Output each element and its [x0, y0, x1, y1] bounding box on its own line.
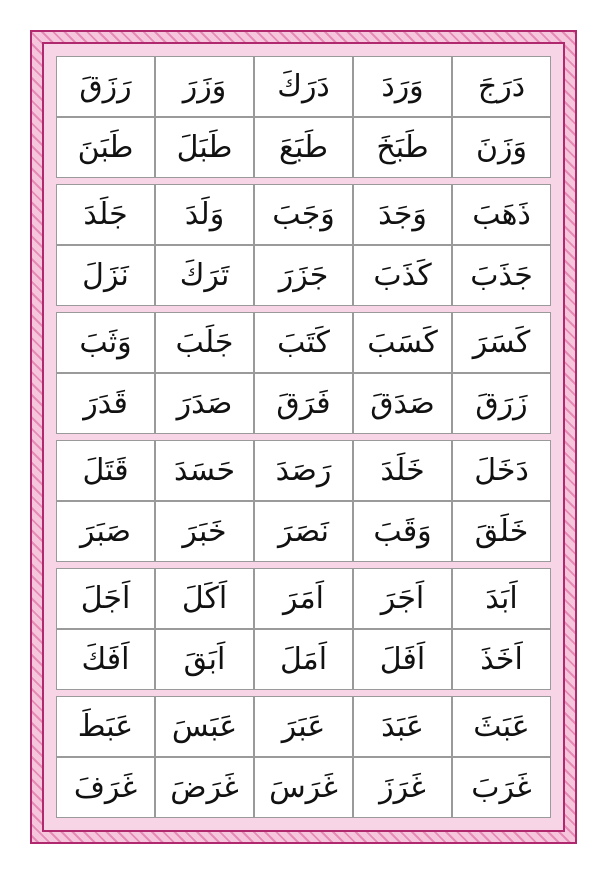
word-cell: نَصَرَ [255, 502, 352, 561]
word-cell: وَلَدَ [156, 185, 253, 244]
word-group-2 [56, 184, 551, 306]
word-cell: غَرَفَ [57, 758, 154, 817]
word-group-3 [56, 312, 551, 434]
word-cell: عَبَسَ [156, 697, 253, 756]
word-cell: عَبَدَ [354, 697, 451, 756]
word-cell: اَبَقَ [156, 630, 253, 689]
word-cell: غَرَضَ [156, 758, 253, 817]
word-cell: غَرَبَ [453, 758, 550, 817]
word-cell: عَبَطَ [57, 697, 154, 756]
word-cell: فَرَقَ [255, 374, 352, 433]
word-cell: طَبَخَ [354, 118, 451, 177]
word-cell: حَسَدَ [156, 441, 253, 500]
word-cell: دَخَلَ [453, 441, 550, 500]
word-cell: كَسَبَ [354, 313, 451, 372]
word-cell: خَلَقَ [453, 502, 550, 561]
decorative-border-outer [30, 30, 577, 844]
word-cell: دَرَكَ [255, 57, 352, 116]
word-cell: قَدَرَ [57, 374, 154, 433]
word-cell: وَجَدَ [354, 185, 451, 244]
word-groups [56, 56, 551, 818]
word-cell: اَبَدَ [453, 569, 550, 628]
word-group-4 [56, 440, 551, 562]
word-cell: كَذَبَ [354, 246, 451, 305]
word-cell: اَمَلَ [255, 630, 352, 689]
word-cell: جَزَرَ [255, 246, 352, 305]
word-cell: دَرَجَ [453, 57, 550, 116]
word-cell: اَجَلَ [57, 569, 154, 628]
word-cell: وَرَدَ [354, 57, 451, 116]
word-cell: عَبَرَ [255, 697, 352, 756]
word-cell: جَلَدَ [57, 185, 154, 244]
word-cell: وَثَبَ [57, 313, 154, 372]
word-cell: صَدَقَ [354, 374, 451, 433]
word-cell: جَذَبَ [453, 246, 550, 305]
word-cell: نَزَلَ [57, 246, 154, 305]
word-cell: طَبَعَ [255, 118, 352, 177]
word-cell: اَجَرَ [354, 569, 451, 628]
word-cell: عَبَثَ [453, 697, 550, 756]
word-cell: اَخَذَ [453, 630, 550, 689]
word-cell: صَدَرَ [156, 374, 253, 433]
word-cell: رَزَقَ [57, 57, 154, 116]
word-cell: غَرَسَ [255, 758, 352, 817]
word-cell: خَبَرَ [156, 502, 253, 561]
word-cell: وَقَبَ [354, 502, 451, 561]
word-cell: صَبَرَ [57, 502, 154, 561]
word-group-1 [56, 56, 551, 178]
word-group-6 [56, 696, 551, 818]
word-cell: كَسَرَ [453, 313, 550, 372]
word-cell: وَزَنَ [453, 118, 550, 177]
word-cell: وَزَرَ [156, 57, 253, 116]
word-cell: جَلَبَ [156, 313, 253, 372]
word-cell: ذَهَبَ [453, 185, 550, 244]
word-cell: قَتَلَ [57, 441, 154, 500]
decorative-border-inner [42, 42, 565, 832]
word-cell: اَمَرَ [255, 569, 352, 628]
word-cell: طَبَلَ [156, 118, 253, 177]
word-cell: اَفَكَ [57, 630, 154, 689]
word-cell: وَجَبَ [255, 185, 352, 244]
word-cell: اَكَلَ [156, 569, 253, 628]
word-cell: اَفَلَ [354, 630, 451, 689]
word-cell: زَرَقَ [453, 374, 550, 433]
word-cell: خَلَدَ [354, 441, 451, 500]
word-cell: رَصَدَ [255, 441, 352, 500]
word-cell: طَبَنَ [57, 118, 154, 177]
word-cell: كَتَبَ [255, 313, 352, 372]
word-group-5 [56, 568, 551, 690]
word-cell: غَرَزَ [354, 758, 451, 817]
word-cell: تَرَكَ [156, 246, 253, 305]
